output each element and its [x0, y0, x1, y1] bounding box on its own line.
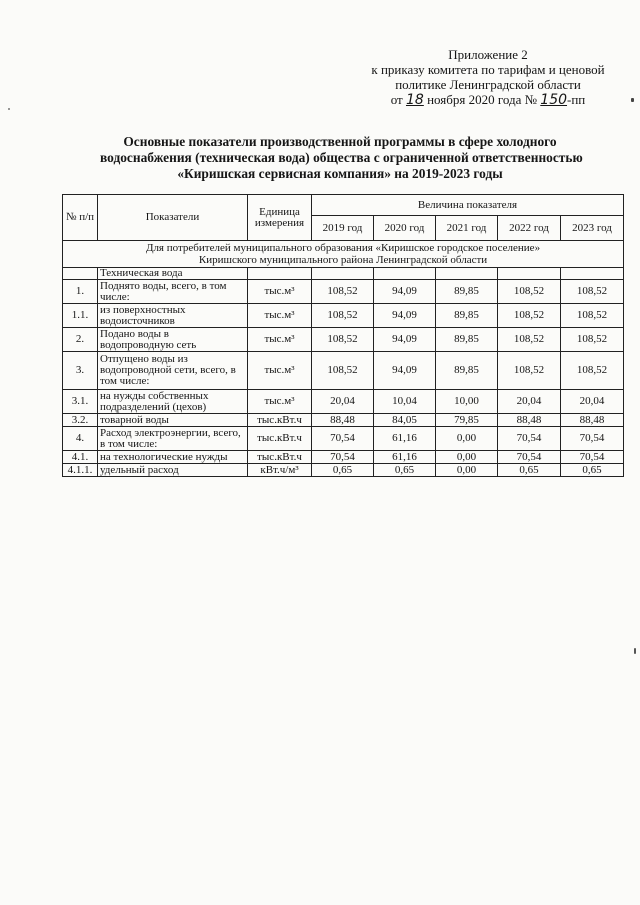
appendix-block — [360, 47, 616, 108]
row-unit: тыс.кВт.ч — [248, 427, 312, 451]
row-value: 70,54 — [312, 427, 374, 451]
row-num: 1.1. — [63, 304, 98, 328]
table-row — [63, 464, 624, 477]
header-year: 2020 год — [374, 216, 436, 241]
row-num: 2. — [63, 328, 98, 352]
row-value: 0,65 — [498, 464, 561, 477]
row-value: 10,04 — [374, 390, 436, 414]
row-value: 89,85 — [436, 304, 498, 328]
row-value: 70,54 — [561, 451, 624, 464]
appendix-committee-line: политике Ленинградской области — [395, 77, 581, 92]
empty-cell — [498, 268, 561, 280]
row-unit: тыс.м³ — [248, 352, 312, 390]
row-unit: тыс.м³ — [248, 328, 312, 352]
empty-cell — [436, 268, 498, 280]
subsection-row — [63, 268, 624, 280]
row-value: 20,04 — [498, 390, 561, 414]
title-line-3: «Киришская сервисная компания» на 2019-2023 годы — [177, 166, 503, 181]
appendix-order-line: к приказу комитета по тарифам и ценовой — [371, 62, 605, 77]
row-indicator: товарной воды — [98, 414, 248, 427]
row-value: 94,09 — [374, 304, 436, 328]
row-indicator: на технологические нужды — [98, 451, 248, 464]
table-row — [63, 427, 624, 451]
row-value: 61,16 — [374, 451, 436, 464]
row-value: 61,16 — [374, 427, 436, 451]
row-value: 94,09 — [374, 352, 436, 390]
handwritten-order-number: 150 — [540, 92, 568, 108]
header-year: 2021 год — [436, 216, 498, 241]
row-value: 70,54 — [561, 427, 624, 451]
row-indicator: на нужды собственных подразделений (цехов) — [98, 390, 248, 414]
header-year: 2022 год — [498, 216, 561, 241]
row-num: 4. — [63, 427, 98, 451]
document-title — [100, 134, 583, 182]
row-value: 0,00 — [436, 464, 498, 477]
row-value: 88,48 — [312, 414, 374, 427]
empty-cell — [312, 268, 374, 280]
scan-speck — [634, 648, 636, 654]
row-value: 108,52 — [498, 280, 561, 304]
date-suffix: -пп — [567, 92, 586, 107]
row-num: 1. — [63, 280, 98, 304]
empty-cell — [374, 268, 436, 280]
row-value: 0,65 — [374, 464, 436, 477]
row-value: 89,85 — [436, 328, 498, 352]
header-year: 2019 год — [312, 216, 374, 241]
row-value: 108,52 — [561, 304, 624, 328]
row-value: 84,05 — [374, 414, 436, 427]
row-value: 88,48 — [561, 414, 624, 427]
empty-cell — [561, 268, 624, 280]
row-value: 0,65 — [561, 464, 624, 477]
row-unit: тыс.кВт.ч — [248, 414, 312, 427]
appendix-date-line — [360, 92, 616, 108]
header-value-group: Величина показателя — [312, 195, 624, 216]
header-row — [63, 195, 624, 216]
empty-cell — [248, 268, 312, 280]
row-indicator: Расход электроэнергии, всего, в том числе: — [98, 427, 248, 451]
row-value: 108,52 — [312, 352, 374, 390]
scan-speck — [631, 98, 634, 102]
row-value: 70,54 — [498, 427, 561, 451]
table-row — [63, 304, 624, 328]
row-value: 0,00 — [436, 427, 498, 451]
row-value: 108,52 — [561, 328, 624, 352]
row-value: 108,52 — [561, 280, 624, 304]
scan-speck — [8, 108, 10, 110]
subsection-num-cell — [63, 268, 98, 280]
section-row — [63, 241, 624, 268]
row-value: 89,85 — [436, 280, 498, 304]
row-value: 108,52 — [498, 328, 561, 352]
row-value: 108,52 — [312, 328, 374, 352]
row-num: 3.1. — [63, 390, 98, 414]
row-num: 3. — [63, 352, 98, 390]
table-row — [63, 328, 624, 352]
row-value: 108,52 — [498, 304, 561, 328]
header-indicator: Показатели — [98, 195, 248, 241]
table-row — [63, 280, 624, 304]
table-row — [63, 390, 624, 414]
table-row — [63, 451, 624, 464]
header-unit: Единица измерения — [248, 195, 312, 241]
appendix-title: Приложение 2 — [448, 47, 528, 62]
row-value: 79,85 — [436, 414, 498, 427]
row-value: 88,48 — [498, 414, 561, 427]
date-prefix: от — [390, 92, 403, 107]
row-unit: кВт.ч/м³ — [248, 464, 312, 477]
row-value: 0,65 — [312, 464, 374, 477]
subsection-label: Техническая вода — [98, 268, 248, 280]
table-row — [63, 352, 624, 390]
header-year: 2023 год — [561, 216, 624, 241]
row-value: 89,85 — [436, 352, 498, 390]
row-unit: тыс.м³ — [248, 304, 312, 328]
row-value: 94,09 — [374, 328, 436, 352]
title-line-2: водоснабжения (техническая вода) общества с ограниченной ответственностью — [100, 150, 583, 165]
row-value: 108,52 — [561, 352, 624, 390]
date-middle: ноября 2020 года № — [427, 92, 538, 107]
row-value: 70,54 — [312, 451, 374, 464]
section-line-2: Киришского муниципального района Ленинградской области — [198, 254, 488, 266]
section-cell — [63, 241, 624, 268]
row-value: 108,52 — [312, 304, 374, 328]
header-num: № п/п — [63, 195, 98, 241]
row-indicator: Подано воды в водопроводную сеть — [98, 328, 248, 352]
title-line-1: Основные показатели производственной программы в сфере холодного — [123, 134, 557, 149]
handwritten-day: 18 — [405, 92, 424, 108]
row-indicator: из поверхностных водоисточников — [98, 304, 248, 328]
row-num: 3.2. — [63, 414, 98, 427]
section-line-1: Для потребителей муниципального образования «Киришское городское поселение» — [145, 242, 541, 254]
row-value: 0,00 — [436, 451, 498, 464]
row-unit: тыс.м³ — [248, 390, 312, 414]
row-unit: тыс.кВт.ч — [248, 451, 312, 464]
table-row — [63, 414, 624, 427]
row-value: 70,54 — [498, 451, 561, 464]
row-indicator: удельный расход — [98, 464, 248, 477]
row-unit: тыс.м³ — [248, 280, 312, 304]
row-num: 4.1.1. — [63, 464, 98, 477]
row-value: 94,09 — [374, 280, 436, 304]
row-num: 4.1. — [63, 451, 98, 464]
row-value: 10,00 — [436, 390, 498, 414]
row-value: 20,04 — [312, 390, 374, 414]
row-value: 108,52 — [498, 352, 561, 390]
row-indicator: Отпущено воды из водопроводной сети, всего, в том числе: — [98, 352, 248, 390]
row-value: 108,52 — [312, 280, 374, 304]
indicators-table — [62, 194, 624, 477]
row-indicator: Поднято воды, всего, в том числе: — [98, 280, 248, 304]
row-value: 20,04 — [561, 390, 624, 414]
